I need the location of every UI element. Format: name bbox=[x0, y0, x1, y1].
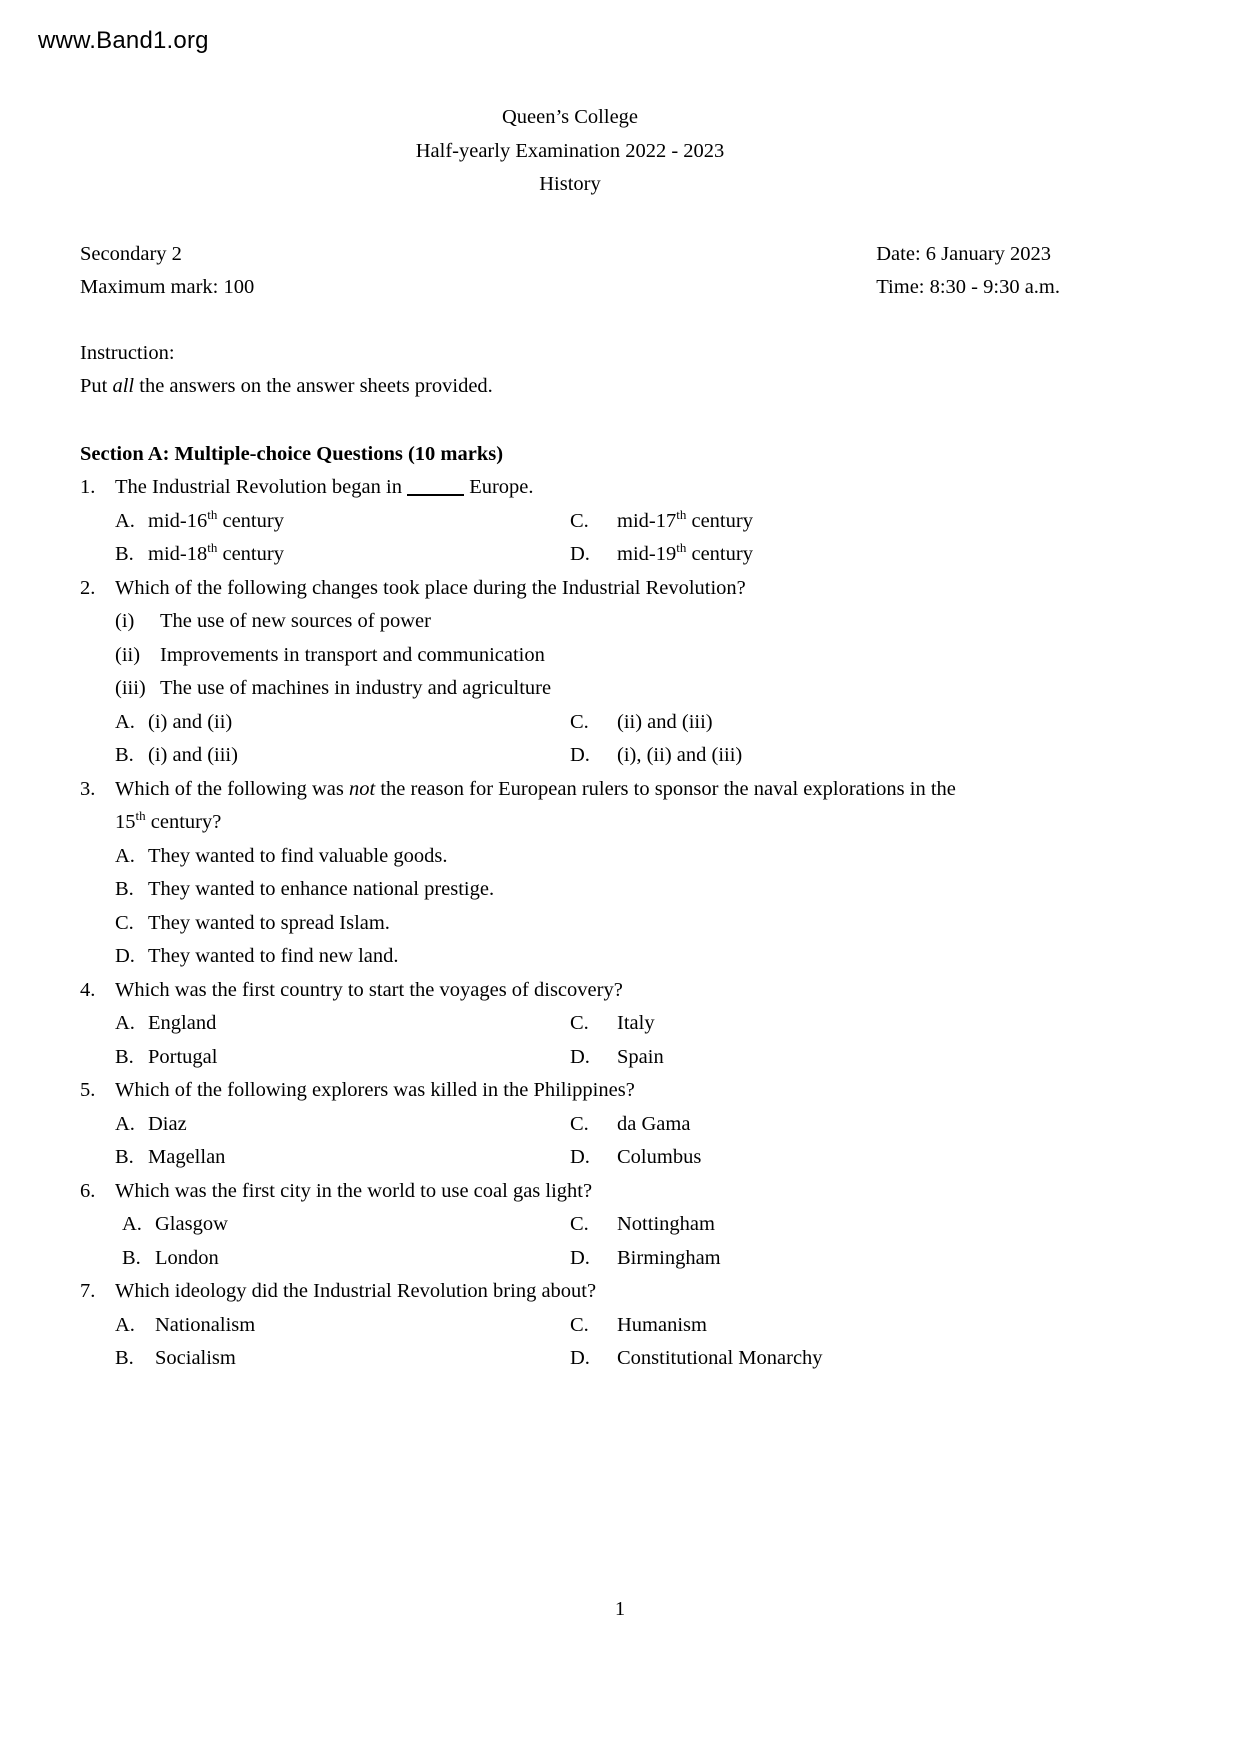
question-number: 1. bbox=[80, 476, 96, 498]
option-item bbox=[570, 1007, 1060, 1041]
option-letter: A. bbox=[115, 1112, 135, 1135]
question-body bbox=[115, 1175, 1060, 1276]
option-text: (i) and (ii) bbox=[148, 710, 233, 733]
option-letter: B. bbox=[122, 1246, 141, 1269]
page-number: 1 bbox=[614, 1598, 626, 1620]
option-item bbox=[115, 1108, 570, 1142]
option-text: da Gama bbox=[617, 1112, 691, 1135]
exam-info-row bbox=[80, 238, 1060, 305]
option-item bbox=[115, 706, 570, 740]
option-text: They wanted to spread Islam. bbox=[148, 911, 390, 934]
question-number: 2. bbox=[80, 576, 96, 599]
option-text: England bbox=[148, 1012, 217, 1034]
option-text: Birmingham bbox=[617, 1246, 721, 1269]
option-letter: B. bbox=[115, 543, 134, 565]
option-text: mid-18th century bbox=[148, 540, 284, 565]
option-item bbox=[570, 505, 1060, 539]
question-subitem bbox=[115, 605, 1060, 639]
option-letter: C. bbox=[570, 1313, 589, 1336]
option-item bbox=[115, 940, 1060, 974]
option-text: Nationalism bbox=[155, 1313, 256, 1336]
question-item bbox=[80, 1074, 1060, 1175]
option-text: Nottingham bbox=[617, 1213, 715, 1235]
exam-date: Date: 6 January 2023 bbox=[876, 242, 1052, 265]
question-text: Which of the following explorers was killed in the Philippines? bbox=[115, 1079, 635, 1101]
exam-time: Time: 8:30 - 9:30 a.m. bbox=[876, 276, 1060, 298]
option-group bbox=[115, 706, 1060, 773]
option-text: mid-16th century bbox=[148, 506, 284, 532]
option-text: mid-17th century bbox=[617, 506, 753, 532]
option-letter: D. bbox=[570, 1347, 590, 1369]
subitem-text: Improvements in transport and communication bbox=[160, 643, 545, 666]
option-letter: C. bbox=[570, 710, 589, 733]
option-text: Magellan bbox=[148, 1146, 226, 1168]
option-group bbox=[115, 1208, 1060, 1275]
option-item bbox=[115, 1007, 570, 1041]
option-text: Humanism bbox=[617, 1313, 707, 1336]
option-item bbox=[115, 1342, 570, 1376]
option-item bbox=[570, 1141, 1060, 1175]
question-text: Which of the following was not the reason for European rulers to sponsor the naval explorations in the 15th century? bbox=[115, 777, 956, 833]
question-number: 5. bbox=[80, 1079, 96, 1101]
option-text: Italy bbox=[617, 1012, 655, 1034]
option-group bbox=[115, 1309, 1060, 1376]
option-item bbox=[115, 873, 1060, 907]
question-body bbox=[115, 471, 1060, 572]
option-letter: C. bbox=[115, 911, 134, 934]
subitem-label: (i) bbox=[115, 610, 135, 632]
option-letter: D. bbox=[570, 1146, 590, 1168]
instruction-block bbox=[80, 337, 1060, 404]
option-text: They wanted to find valuable goods. bbox=[148, 844, 448, 867]
option-text: Diaz bbox=[148, 1112, 187, 1135]
option-text: (ii) and (iii) bbox=[617, 710, 713, 733]
option-item bbox=[570, 1309, 1060, 1343]
class-level: Secondary 2 bbox=[80, 242, 182, 265]
instruction-text: Put all the answers on the answer sheets provided. bbox=[80, 375, 493, 397]
option-text: Glasgow bbox=[155, 1213, 228, 1235]
option-letter: B. bbox=[115, 1347, 134, 1369]
watermark-text: www.Band1.org bbox=[38, 27, 209, 54]
option-item bbox=[115, 739, 570, 773]
option-text: They wanted to find new land. bbox=[148, 945, 399, 967]
question-number: 7. bbox=[80, 1280, 96, 1302]
question-text: Which was the first country to start the voyages of discovery? bbox=[115, 978, 623, 1001]
option-text: Portugal bbox=[148, 1045, 218, 1068]
option-text: Socialism bbox=[155, 1347, 236, 1369]
subitem-text: The use of new sources of power bbox=[160, 610, 431, 632]
question-body bbox=[115, 773, 1060, 974]
option-letter: B. bbox=[115, 1146, 134, 1168]
option-item bbox=[115, 538, 570, 572]
option-item bbox=[570, 1108, 1060, 1142]
option-group bbox=[115, 1108, 1060, 1175]
option-letter: D. bbox=[570, 543, 590, 565]
maximum-mark: Maximum mark: 100 bbox=[80, 276, 255, 298]
question-list bbox=[80, 471, 1060, 1376]
option-letter: B. bbox=[115, 1045, 134, 1068]
option-letter: C. bbox=[570, 509, 589, 532]
option-letter: D. bbox=[115, 945, 135, 967]
question-body bbox=[115, 974, 1060, 1075]
option-letter: A. bbox=[115, 1313, 135, 1336]
option-item bbox=[115, 907, 1060, 941]
option-letter: C. bbox=[570, 1213, 589, 1235]
question-subitem bbox=[115, 639, 1060, 673]
question-body bbox=[115, 1074, 1060, 1175]
option-text: They wanted to enhance national prestige. bbox=[148, 878, 495, 900]
option-letter: A. bbox=[115, 844, 135, 867]
option-letter: D. bbox=[570, 1045, 590, 1068]
option-group bbox=[115, 505, 1060, 572]
option-item bbox=[570, 1242, 1060, 1276]
question-text: Which of the following changes took place during the Industrial Revolution? bbox=[115, 576, 746, 599]
option-text: Spain bbox=[617, 1045, 664, 1068]
option-letter: A. bbox=[115, 1012, 135, 1034]
option-text: mid-19th century bbox=[617, 540, 753, 565]
option-text: (i), (ii) and (iii) bbox=[617, 744, 743, 766]
option-text: London bbox=[155, 1246, 219, 1269]
option-letter: D. bbox=[570, 1246, 590, 1269]
option-text: Constitutional Monarchy bbox=[617, 1347, 823, 1369]
question-text: Which was the first city in the world to use coal gas light? bbox=[115, 1179, 593, 1202]
exam-title: Half-yearly Examination 2022 - 2023 bbox=[415, 139, 725, 162]
option-item bbox=[570, 739, 1060, 773]
answer-blank bbox=[407, 482, 464, 496]
option-item bbox=[115, 1141, 570, 1175]
option-text: Columbus bbox=[617, 1146, 702, 1168]
question-body bbox=[115, 1275, 1060, 1376]
school-name: Queen’s College bbox=[501, 106, 639, 128]
option-item bbox=[122, 1208, 570, 1242]
question-item bbox=[80, 1275, 1060, 1376]
option-item bbox=[570, 706, 1060, 740]
section-a-heading: Section A: Multiple-choice Questions (10 marks) bbox=[80, 442, 504, 465]
option-letter: C. bbox=[570, 1112, 589, 1135]
option-letter: B. bbox=[115, 744, 134, 766]
option-letter: A. bbox=[122, 1213, 142, 1235]
info-left bbox=[80, 238, 254, 305]
option-letter: A. bbox=[115, 710, 135, 733]
subitem-label: (iii) bbox=[115, 677, 146, 699]
option-item bbox=[570, 1208, 1060, 1242]
option-group bbox=[115, 1007, 1060, 1074]
option-item bbox=[115, 505, 570, 539]
option-item bbox=[115, 840, 1060, 874]
question-text: The Industrial Revolution began in Europe. bbox=[115, 476, 534, 498]
subject-title: History bbox=[539, 173, 601, 195]
subitem-label: (ii) bbox=[115, 643, 141, 666]
question-body bbox=[115, 572, 1060, 773]
option-item bbox=[115, 1041, 570, 1075]
question-subitem bbox=[115, 672, 1060, 706]
question-item bbox=[80, 974, 1060, 1075]
option-item bbox=[570, 538, 1060, 572]
option-item bbox=[122, 1242, 570, 1276]
option-letter: D. bbox=[570, 744, 590, 766]
question-item bbox=[80, 773, 1060, 974]
option-letter: B. bbox=[115, 878, 134, 900]
question-text: Which ideology did the Industrial Revolution bring about? bbox=[115, 1280, 597, 1302]
option-letter: A. bbox=[115, 509, 135, 532]
option-item bbox=[115, 1309, 570, 1343]
info-right bbox=[876, 238, 1060, 305]
instruction-label: Instruction: bbox=[80, 341, 175, 364]
option-item bbox=[570, 1342, 1060, 1376]
question-number: 4. bbox=[80, 978, 96, 1001]
subitem-text: The use of machines in industry and agriculture bbox=[160, 677, 552, 699]
question-item bbox=[80, 572, 1060, 773]
question-number: 6. bbox=[80, 1179, 96, 1202]
option-group bbox=[115, 840, 1060, 974]
question-item bbox=[80, 1175, 1060, 1276]
option-letter: C. bbox=[570, 1012, 589, 1034]
question-number: 3. bbox=[80, 777, 96, 800]
option-text: (i) and (iii) bbox=[148, 744, 238, 766]
question-item bbox=[80, 471, 1060, 572]
title-block bbox=[80, 101, 1060, 202]
option-item bbox=[570, 1041, 1060, 1075]
